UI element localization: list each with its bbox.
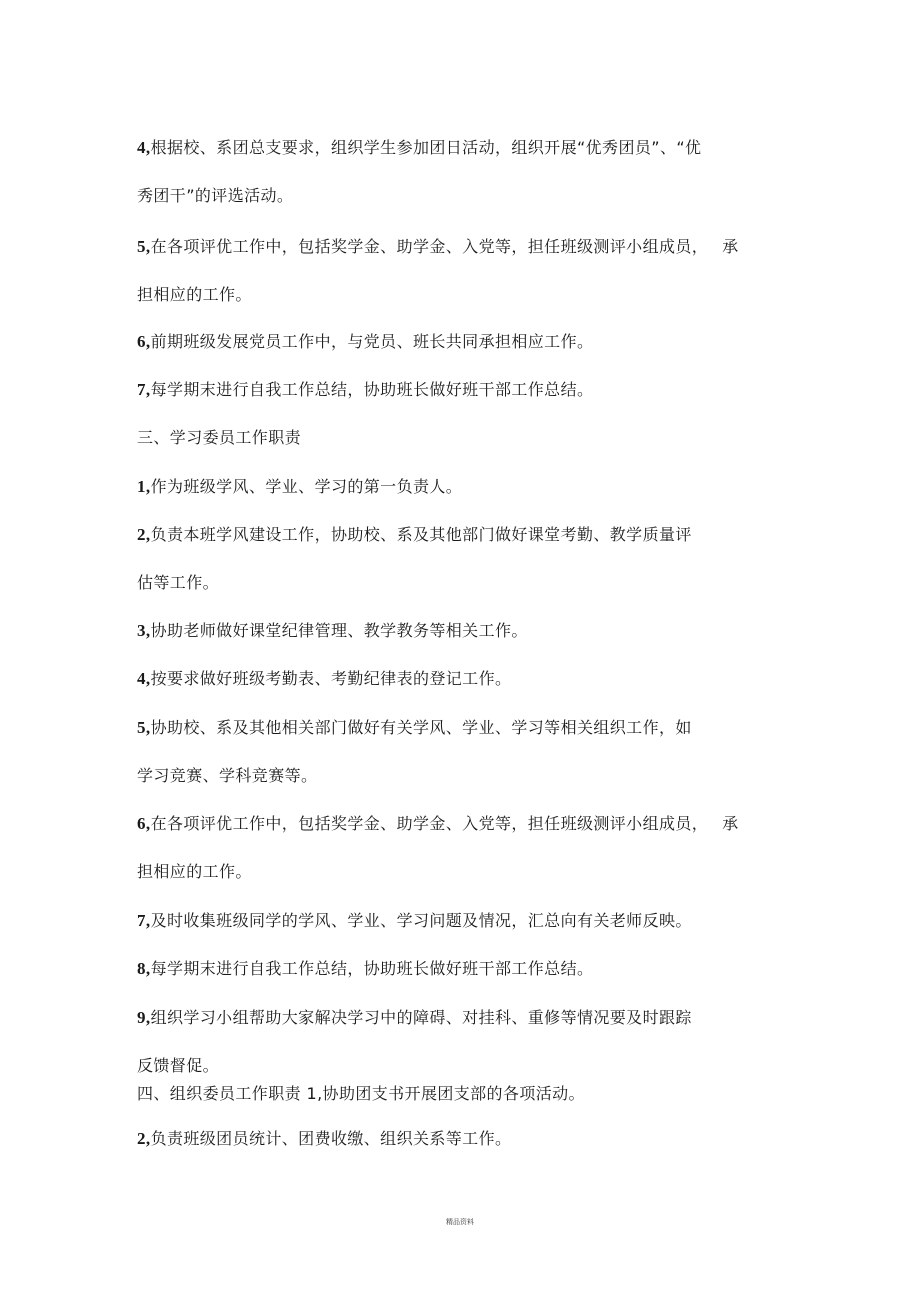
line-text: 按要求做好班级考勤表、考勤纪律表的登记工作。 <box>150 669 512 688</box>
paragraph-line <box>137 137 701 159</box>
paragraph-line <box>137 331 593 353</box>
line-text: 担相应的工作。 <box>137 285 252 304</box>
item-number: 4, <box>137 669 151 688</box>
item-number: 3, <box>137 621 151 640</box>
line-text: 协助老师做好课堂纪律管理、教学教务等相关工作。 <box>150 621 528 640</box>
paragraph-line <box>137 524 692 546</box>
line-text: 每学期末进行自我工作总结，协助班长做好班干部工作总结。 <box>150 380 594 399</box>
line-text: 估等工作。 <box>137 573 220 592</box>
line-text: 担相应的工作。 <box>137 862 252 881</box>
line-text: 负责班级团员统计、团费收缴、组织关系等工作。 <box>150 1129 512 1148</box>
page-footer: 精品资料 <box>446 1218 474 1226</box>
section-heading <box>137 427 301 449</box>
line-tail: 承 <box>722 814 739 833</box>
item-number: 2, <box>137 525 151 544</box>
item-number: 7, <box>137 911 151 930</box>
paragraph-line <box>137 861 252 883</box>
line-text: 每学期末进行自我工作总结，协助班长做好班干部工作总结。 <box>150 959 594 978</box>
line-text: 及时收集班级同学的学风、学业、学习问题及情况，汇总向有关老师反映。 <box>150 911 692 930</box>
paragraph-line <box>137 236 739 258</box>
item-number: 9, <box>137 1008 151 1027</box>
line-text: 组织学习小组帮助大家解决学习中的障碍、对挂科、重修等情况要及时跟踪 <box>150 1008 692 1027</box>
section-heading <box>137 1083 585 1105</box>
item-number: 6, <box>137 332 151 351</box>
item-number: 4, <box>137 138 151 157</box>
paragraph-line <box>137 668 511 690</box>
line-text: 负责本班学风建设工作，协助校、系及其他部门做好课堂考勤、教学质量评 <box>150 525 692 544</box>
paragraph-line <box>137 284 252 306</box>
paragraph-line <box>137 765 317 787</box>
line-text: 四、组织委员工作职责 1,协助团支书开展团支部的各项活动。 <box>137 1084 585 1103</box>
line-text: 反馈督促。 <box>137 1056 220 1075</box>
item-number: 8, <box>137 959 151 978</box>
item-number: 1, <box>137 477 151 496</box>
item-number: 2, <box>137 1129 151 1148</box>
line-text: 三、学习委员工作职责 <box>137 428 302 447</box>
paragraph-line <box>137 379 593 401</box>
paragraph-line <box>137 717 692 739</box>
line-text: 学习竞赛、学科竞赛等。 <box>137 766 318 785</box>
paragraph-line <box>137 476 462 498</box>
item-number: 5, <box>137 718 151 737</box>
item-number: 7, <box>137 380 151 399</box>
paragraph-line <box>137 958 593 980</box>
paragraph-line <box>137 1128 511 1150</box>
line-text: 作为班级学风、学业、学习的第一负责人。 <box>150 477 463 496</box>
line-tail: 承 <box>722 237 739 256</box>
line-text: 在各项评优工作中，包括奖学金、助学金、入党等，担任班级测评小组成员， <box>150 237 709 256</box>
line-text: 秀团干”的评选活动。 <box>137 186 294 205</box>
paragraph-line <box>137 910 692 932</box>
paragraph-line <box>137 185 293 207</box>
paragraph-line <box>137 620 528 642</box>
line-text: 根据校、系团总支要求，组织学生参加团日活动，组织开展“优秀团员”、“优 <box>150 138 702 157</box>
paragraph-line <box>137 572 219 594</box>
paragraph-line <box>137 813 739 835</box>
line-text: 前期班级发展党员工作中，与党员、班长共同承担相应工作。 <box>150 332 594 351</box>
item-number: 6, <box>137 814 151 833</box>
item-number: 5, <box>137 237 151 256</box>
line-text: 协助校、系及其他相关部门做好有关学风、学业、学习等相关组织工作，如 <box>150 718 692 737</box>
paragraph-line <box>137 1055 219 1077</box>
paragraph-line <box>137 1007 692 1029</box>
line-text: 在各项评优工作中，包括奖学金、助学金、入党等，担任班级测评小组成员， <box>150 814 709 833</box>
